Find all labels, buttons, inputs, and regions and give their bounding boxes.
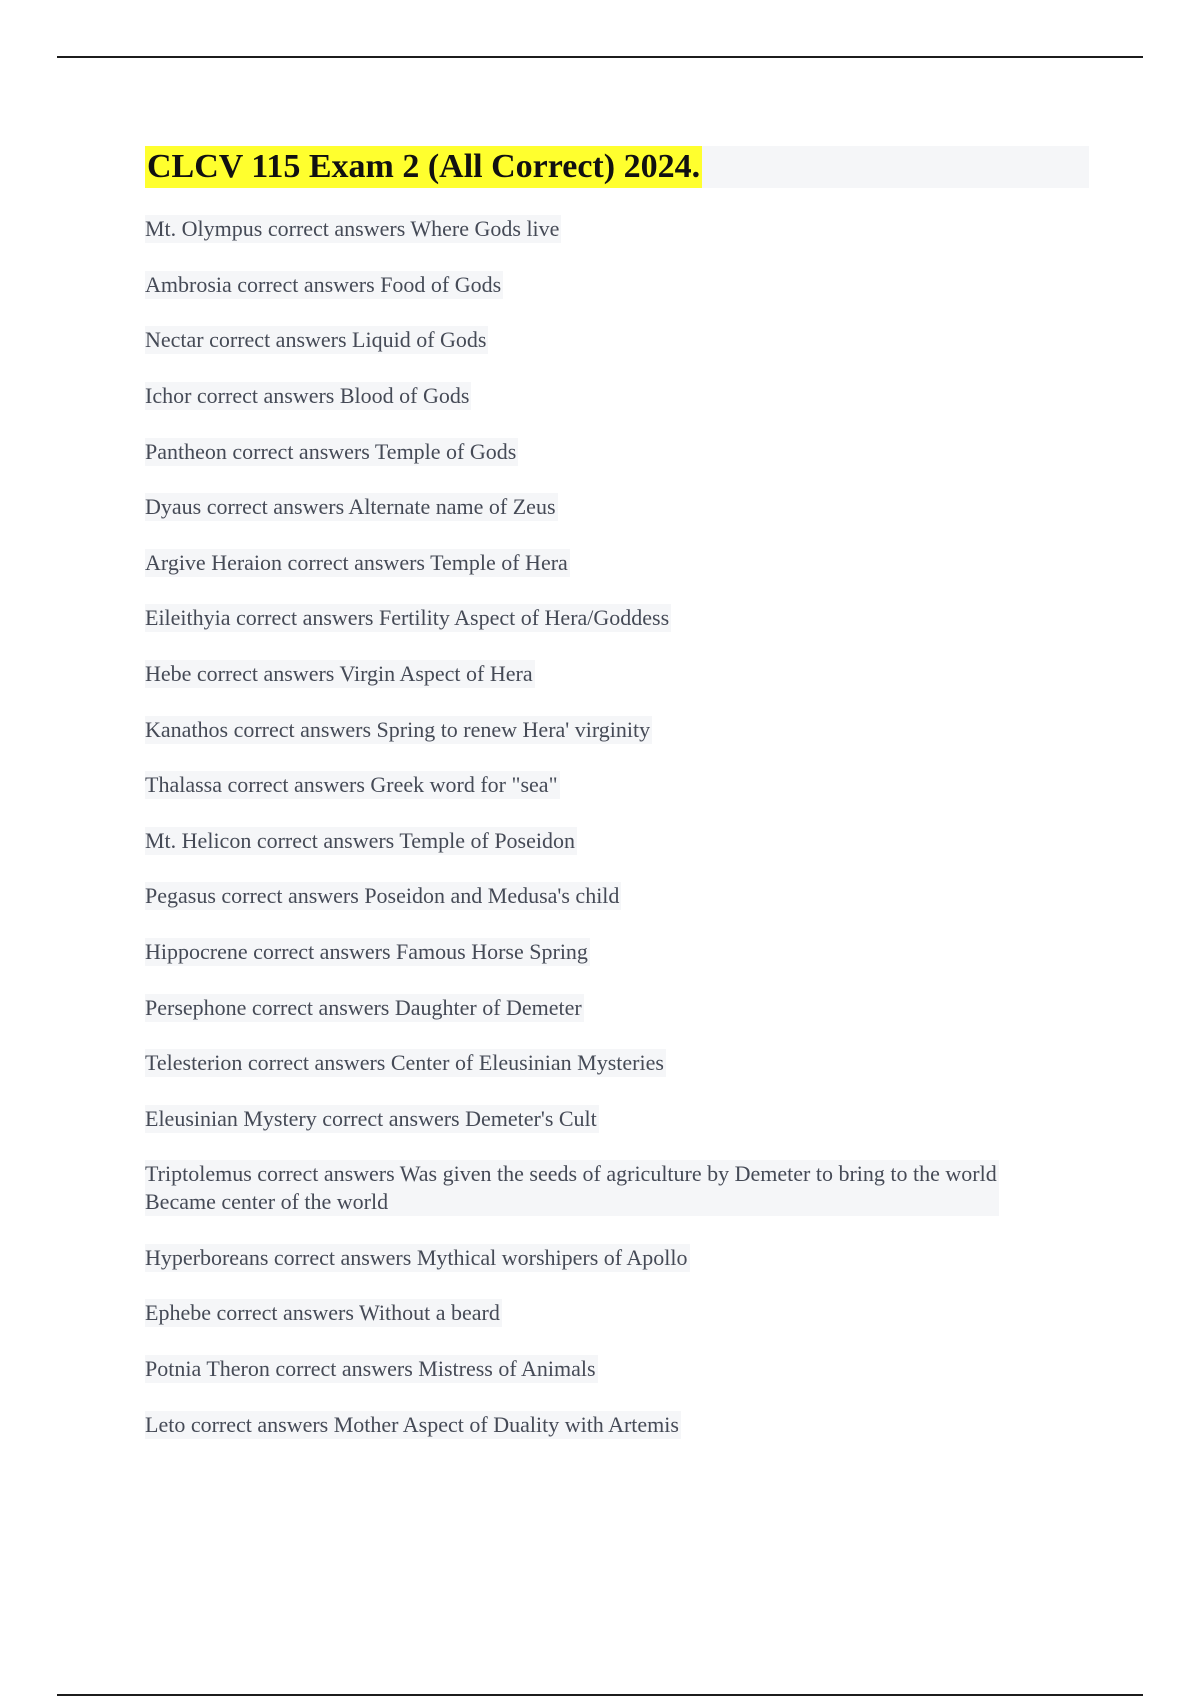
qa-item: Leto correct answers Mother Aspect of Duality with Artemis xyxy=(145,1412,679,1437)
qa-item-multiline xyxy=(145,1160,999,1216)
qa-item: Eleusinian Mystery correct answers Demeter's Cult xyxy=(145,1106,597,1131)
qa-item: Mt. Helicon correct answers Temple of Poseidon xyxy=(145,828,575,853)
qa-item: Hebe correct answers Virgin Aspect of Hera xyxy=(145,661,533,686)
qa-item-line: Became center of the world xyxy=(145,1189,389,1214)
qa-item: Eileithyia correct answers Fertility Aspect of Hera/Goddess xyxy=(145,605,670,630)
qa-item: Potnia Theron correct answers Mistress of Animals xyxy=(145,1356,596,1381)
qa-item: Nectar correct answers Liquid of Gods xyxy=(145,327,487,352)
qa-item: Ambrosia correct answers Food of Gods xyxy=(145,272,502,297)
qa-item: Mt. Olympus correct answers Where Gods live xyxy=(145,216,560,241)
qa-item: Hippocrene correct answers Famous Horse Spring xyxy=(145,939,588,964)
document-title: CLCV 115 Exam 2 (All Correct) 2024. xyxy=(145,146,702,188)
qa-item: Persephone correct answers Daughter of Demeter xyxy=(145,995,582,1020)
qa-item: Telesterion correct answers Center of Eleusinian Mysteries xyxy=(145,1050,664,1075)
qa-item: Dyaus correct answers Alternate name of Zeus xyxy=(145,494,556,519)
top-rule xyxy=(57,56,1143,58)
bottom-rule xyxy=(57,1694,1143,1696)
qa-item: Hyperboreans correct answers Mythical worshipers of Apollo xyxy=(145,1245,688,1270)
qa-item: Kanathos correct answers Spring to renew Hera' virginity xyxy=(145,717,651,742)
qa-item: Ichor correct answers Blood of Gods xyxy=(145,383,470,408)
qa-item: Ephebe correct answers Without a beard xyxy=(145,1300,500,1325)
qa-item: Thalassa correct answers Greek word for "sea" xyxy=(145,772,558,797)
qa-item-line: Triptolemus correct answers Was given the seeds of agriculture by Demeter to bring to the world xyxy=(145,1161,997,1186)
qa-item: Pantheon correct answers Temple of Gods xyxy=(145,439,517,464)
qa-item: Pegasus correct answers Poseidon and Medusa's child xyxy=(145,883,620,908)
qa-item: Argive Heraion correct answers Temple of Hera xyxy=(145,550,568,575)
